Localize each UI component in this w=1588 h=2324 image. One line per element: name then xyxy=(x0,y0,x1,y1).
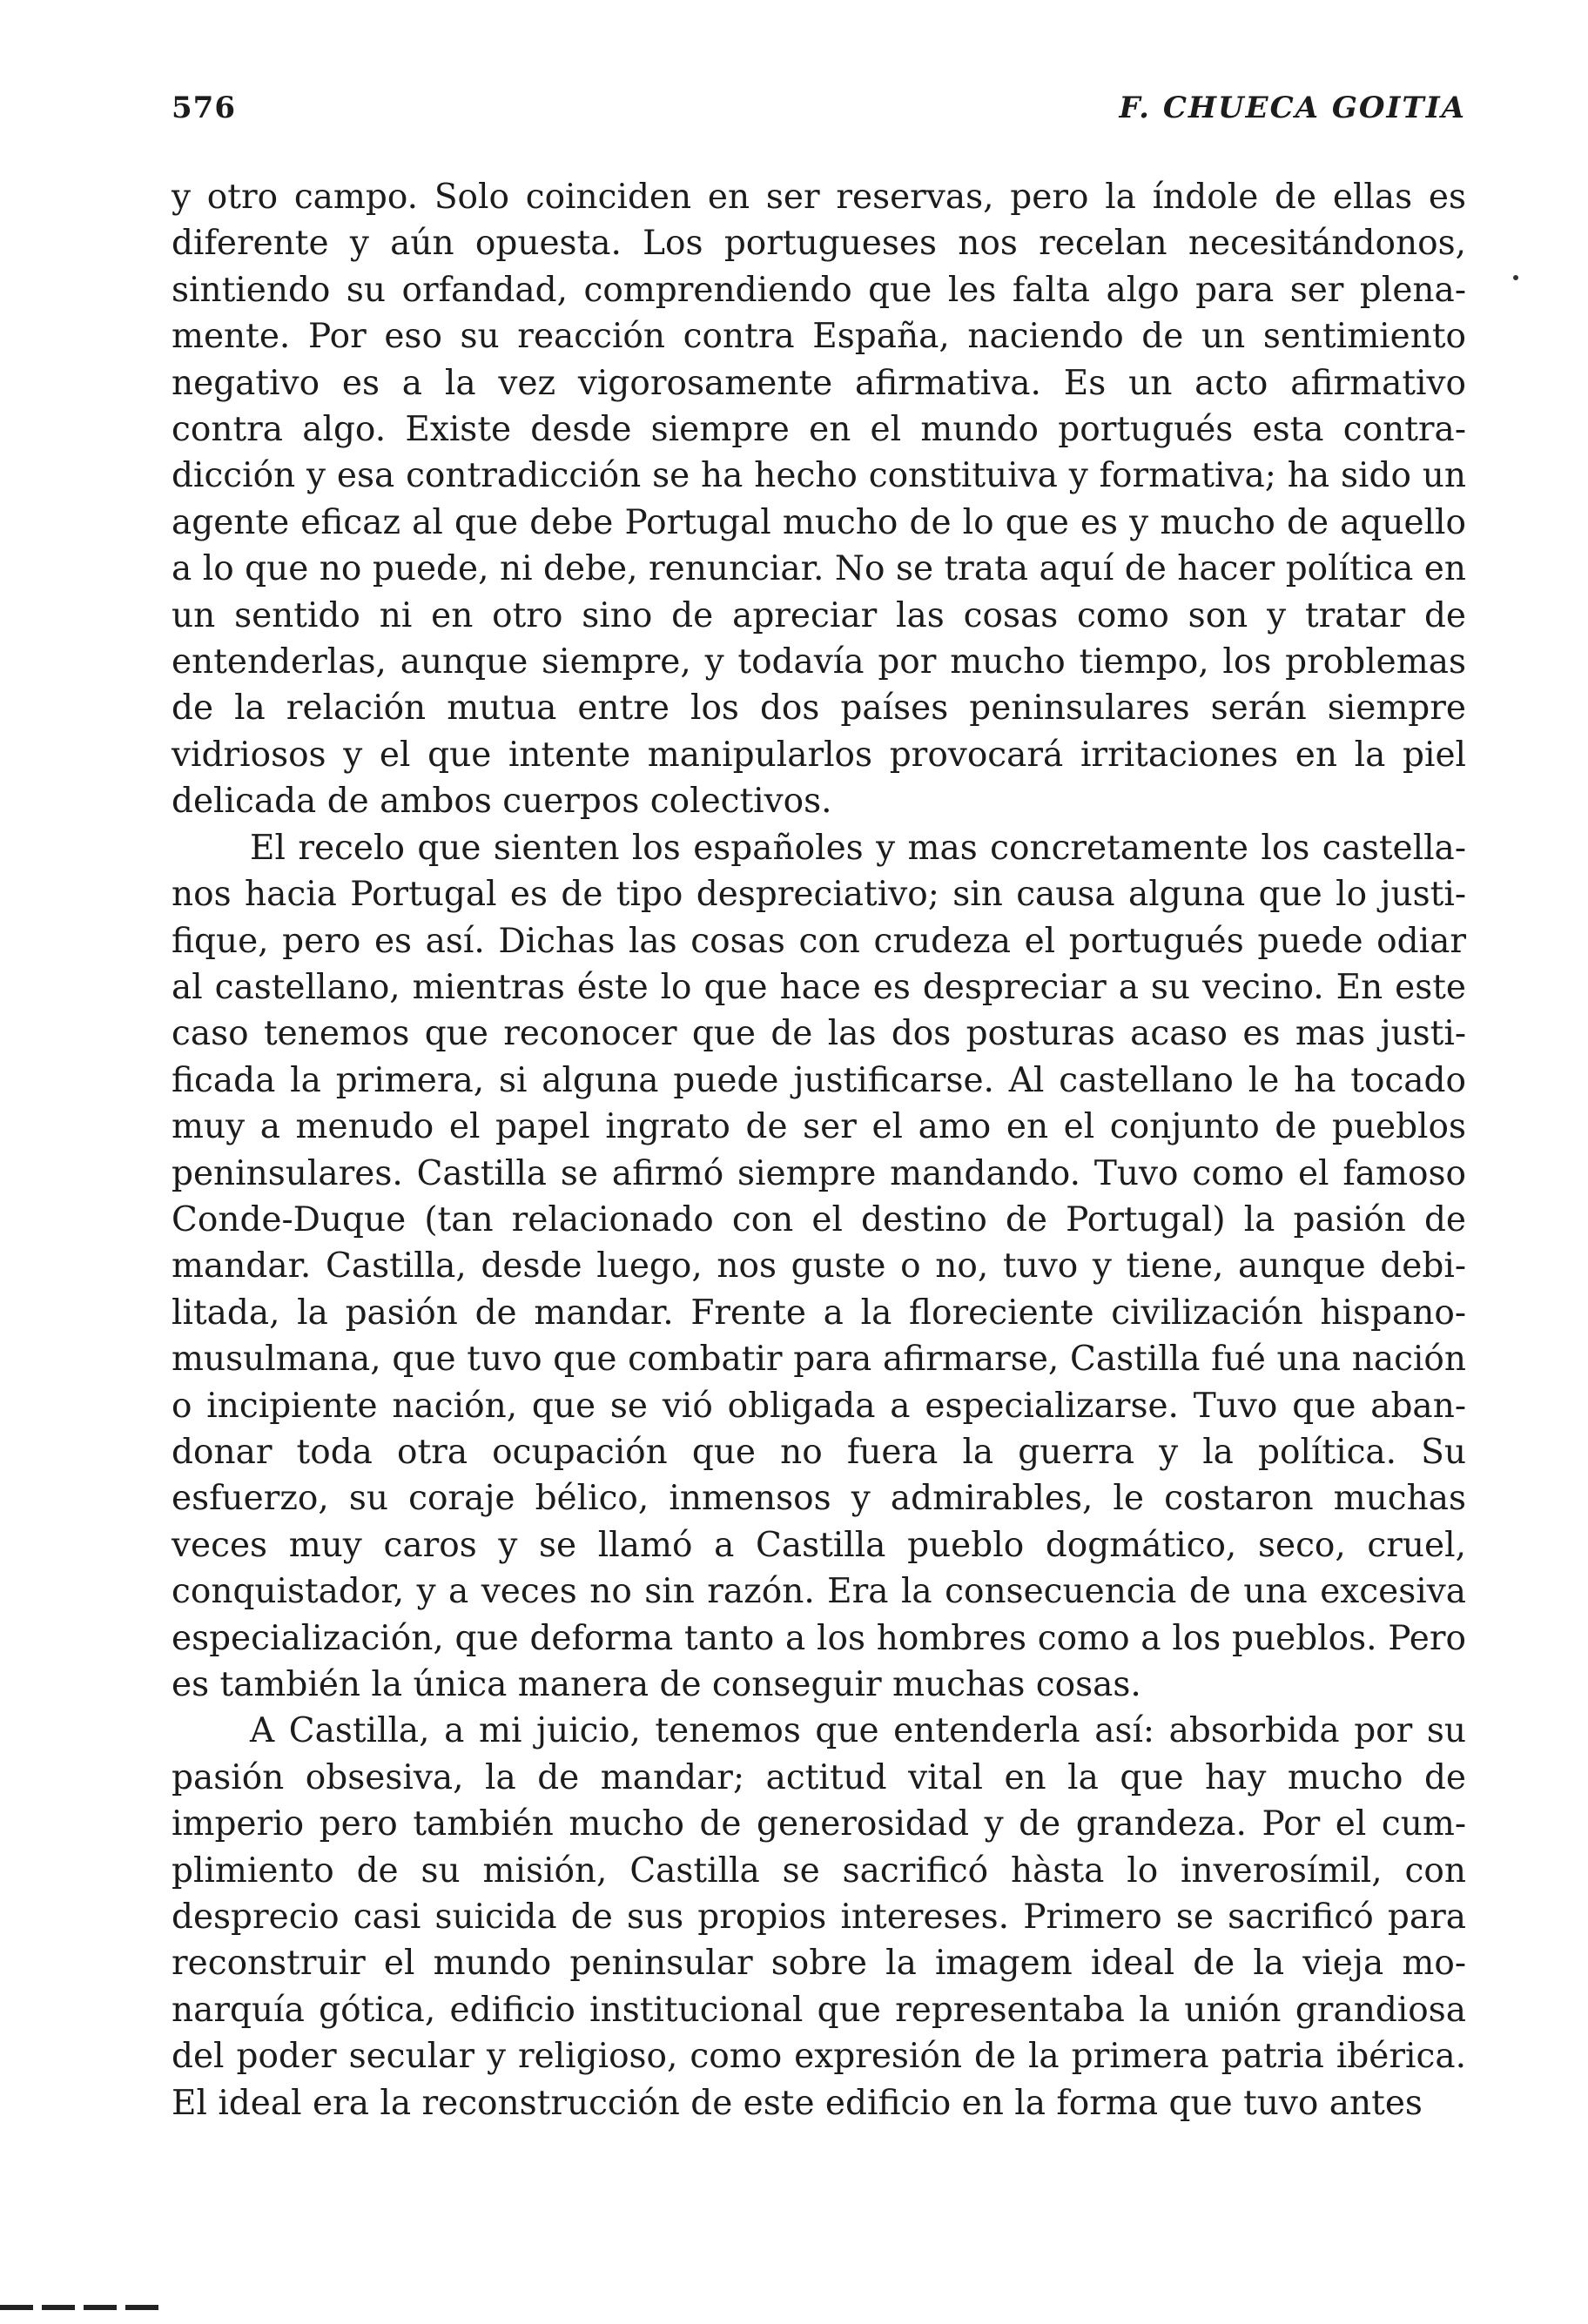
paragraph-3: A Castilla, a mi juicio, tenemos que entenderla así: absorbida por su pasión obsesiva, la de mandar; actitud vital en la que hay mucho de imperio pero también mucho de generosidad y de grandeza. Por el cumplimiento de su misión, Castilla se sacrificó hàsta lo inverosímil, con desprecio casi suicida de sus propios intereses. Primero se sacrificó para reconstruir el mundo peninsular sobre la imagem ideal de la vieja monarquía gótica, edificio institucional que representaba la unión grandiosa del poder secular y religioso, como expresión de la primera patria ibérica. El ideal era la reconstrucción de este edificio en la forma que tuvo antes xyxy=(172,1711,1466,2123)
page-number: 576 xyxy=(172,91,236,125)
paragraph-1: y otro campo. Solo coinciden en ser reservas, pero la índole de ellas es diferente y aún opuesta. Los portugueses nos recelan necesitándonos, sintiendo su orfandad, comprendiendo que les falta algo para ser plenamente. Por eso su reacción contra España, naciendo de un sentimiento negativo es a la vez vigorosamente afirmativa. Es un acto afirmativo contra algo. Existe desde siempre en el mundo portugués esta contradicción y esa contradicción se ha hecho constituiva y formativa; ha sido un agente eficaz al que debe Portugal mucho de lo que es y mucho de aquello a lo que no puede, ni debe, renunciar. No se trata aquí de hacer política en un sentido ni en otro sino de apreciar las cosas como son y tratar de entenderlas, aunque siempre, y todavía por mucho tiempo, los problemas de la relación mutua entre los dos países peninsulares serán siempre vidriosos y el que intente manipularlos provocará irritaciones en la piel delicada de ambos cuerpos colectivos. xyxy=(172,178,1466,822)
margin-speck xyxy=(1513,275,1518,280)
body-text xyxy=(172,174,1466,2126)
scan-edge-mark xyxy=(0,2305,165,2310)
paragraph-2: El recelo que sienten los españoles y mas concretamente los castellanos hacia Portugal es de tipo despreciativo; sin causa alguna que lo justifique, pero es así. Dichas las cosas con crudeza el portugués puede odiar al castellano, mientras éste lo que hace es despreciar a su vecino. En este caso tenemos que reconocer que de las dos posturas acaso es mas justificada la primera, si alguna puede justificarse. Al castellano le ha tocado muy a menudo el papel ingrato de ser el amo en el conjunto de pueblos peninsulares. Castilla se afirmó siempre mandando. Tuvo como el famoso Conde-Duque (tan relacionado con el destino de Portugal) la pasión de mandar. Castilla, desde luego, nos guste o no, tuvo y tiene, aunque debilitada, la pasión de mandar. Frente a la floreciente civilización hispanomusulmana, que tuvo que combatir para afirmarse, Castilla fué una nación o incipiente nación, que se vió obligada a especializarse. Tuvo que abandonar toda otra ocupación que no fuera la guerra y la política. Su esfuerzo, su coraje bélico, inmensos y admirables, le costaron muchas veces muy caros y se llamó a Castilla pueblo dogmático, seco, cruel, conquistador, y a veces no sin razón. Era la consecuencia de una excesiva especialización, que deforma tanto a los hombres como a los pueblos. Pero es también la única manera de conseguir muchas cosas. xyxy=(172,828,1466,1704)
running-head: F. CHUECA GOITIA xyxy=(1119,91,1466,125)
